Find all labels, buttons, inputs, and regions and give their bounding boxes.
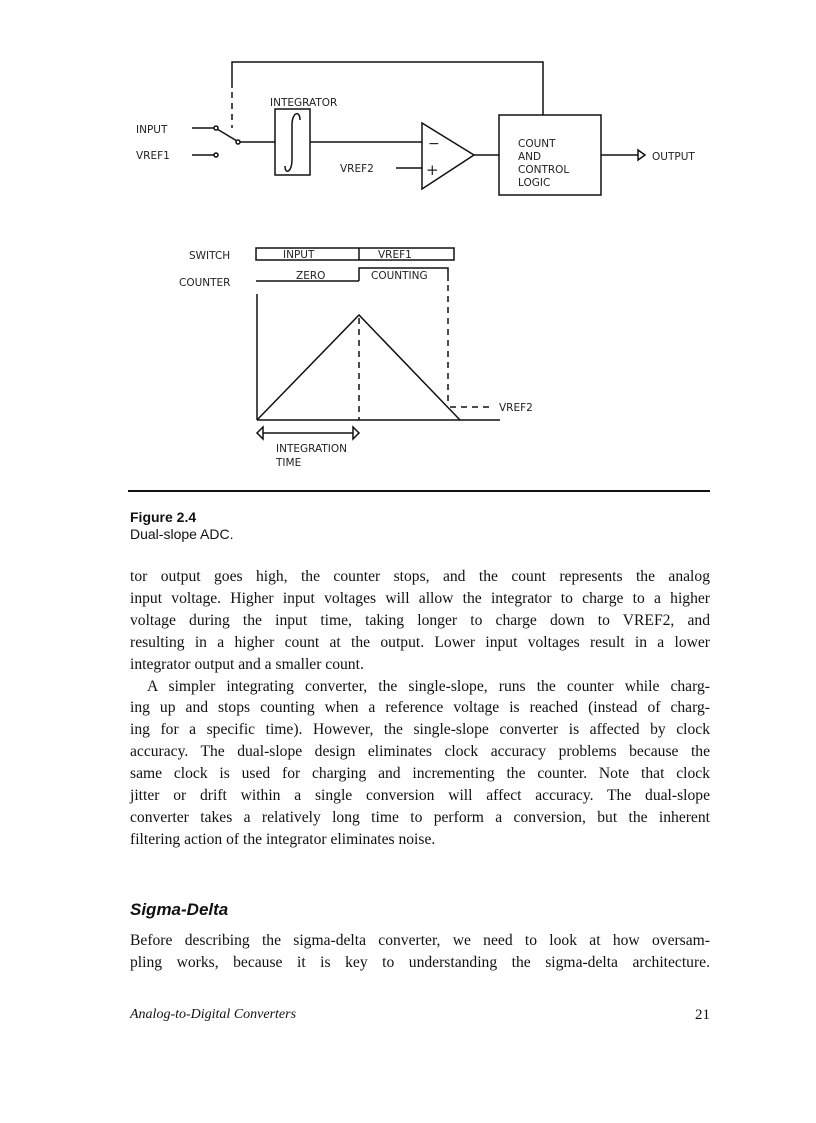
logic-line-2: AND	[518, 151, 542, 163]
label-output: OUTPUT	[652, 151, 695, 163]
plus-sign: +	[426, 161, 439, 179]
text-line: tor output goes high, the counter stops, and the count represents the analog	[130, 568, 710, 585]
counter-zero: ZERO	[296, 270, 326, 282]
text-line: integrator output and a smaller count.	[130, 655, 364, 673]
logic-line-1: COUNT	[518, 138, 556, 150]
output-arrow-icon	[638, 150, 645, 160]
section-heading: Sigma-Delta	[130, 900, 229, 919]
label-vref1: VREF1	[136, 150, 170, 162]
comparator-triangle	[422, 123, 474, 189]
text-line: ing for a specific time). However, the single-slope converter is affected by clock	[130, 721, 710, 739]
text-line: resulting in a higher count at the output. Lower input voltages result in a lower	[130, 633, 710, 651]
text-line: ing up and stops counting when a reference voltage is reached (instead of charg-	[130, 699, 710, 717]
text-line: pling works, because it is key to understanding the sigma-delta architecture.	[130, 953, 710, 971]
switch-vref1: VREF1	[378, 249, 412, 261]
label-counter: COUNTER	[179, 277, 231, 289]
logic-line-3: CONTROL	[518, 164, 570, 176]
page-number: 21	[695, 1007, 710, 1023]
text-line: voltage during the input time, taking longer to charge down to VREF2, and	[130, 611, 710, 629]
running-footer-title: Analog-to-Digital Converters	[130, 1007, 297, 1022]
label-input: INPUT	[136, 124, 168, 136]
paragraph-1	[130, 566, 710, 851]
label-integrator: INTEGRATOR	[270, 97, 338, 109]
text-line: input voltage. Higher input voltages will allow the integrator to charge to a higher	[130, 589, 710, 607]
text-line: accuracy. The dual-slope design eliminates clock accuracy problems because the	[130, 743, 710, 761]
switch-contact-vref1	[214, 153, 218, 157]
logic-line-4: LOGIC	[518, 177, 551, 189]
text-line: A simpler integrating converter, the single-slope, runs the counter while charg-	[147, 677, 710, 695]
integral-symbol-icon	[285, 114, 300, 172]
label-switch: SWITCH	[189, 250, 231, 262]
text-line: same clock is used for charging and incrementing the counter. Note that clock	[130, 765, 710, 783]
integration-time-2: TIME	[276, 457, 302, 469]
minus-sign: −	[428, 136, 440, 152]
integration-time-1: INTEGRATION	[276, 443, 348, 455]
label-vref2-level: VREF2	[499, 402, 533, 414]
label-vref2: VREF2	[340, 163, 374, 175]
figure-label: Figure 2.4	[130, 509, 197, 525]
text-line: converter takes a relatively long time to perform a conversion, but the inherent	[130, 808, 710, 826]
text-line: filtering action of the integrator eliminates noise.	[130, 830, 436, 848]
counter-counting: COUNTING	[371, 270, 428, 282]
switch-input: INPUT	[283, 249, 315, 261]
figure-rule	[128, 490, 710, 492]
text-line: Before describing the sigma-delta converter, we need to look at how oversam-	[130, 932, 710, 949]
paragraph-3	[130, 930, 710, 974]
dual-slope-adc-figure	[0, 0, 816, 480]
switch-pivot	[236, 140, 240, 144]
text-line: jitter or drift within a single conversion will affect accuracy. The dual-slope	[130, 787, 710, 805]
switch-arm	[217, 129, 237, 141]
figure-caption: Dual-slope ADC.	[130, 526, 234, 542]
